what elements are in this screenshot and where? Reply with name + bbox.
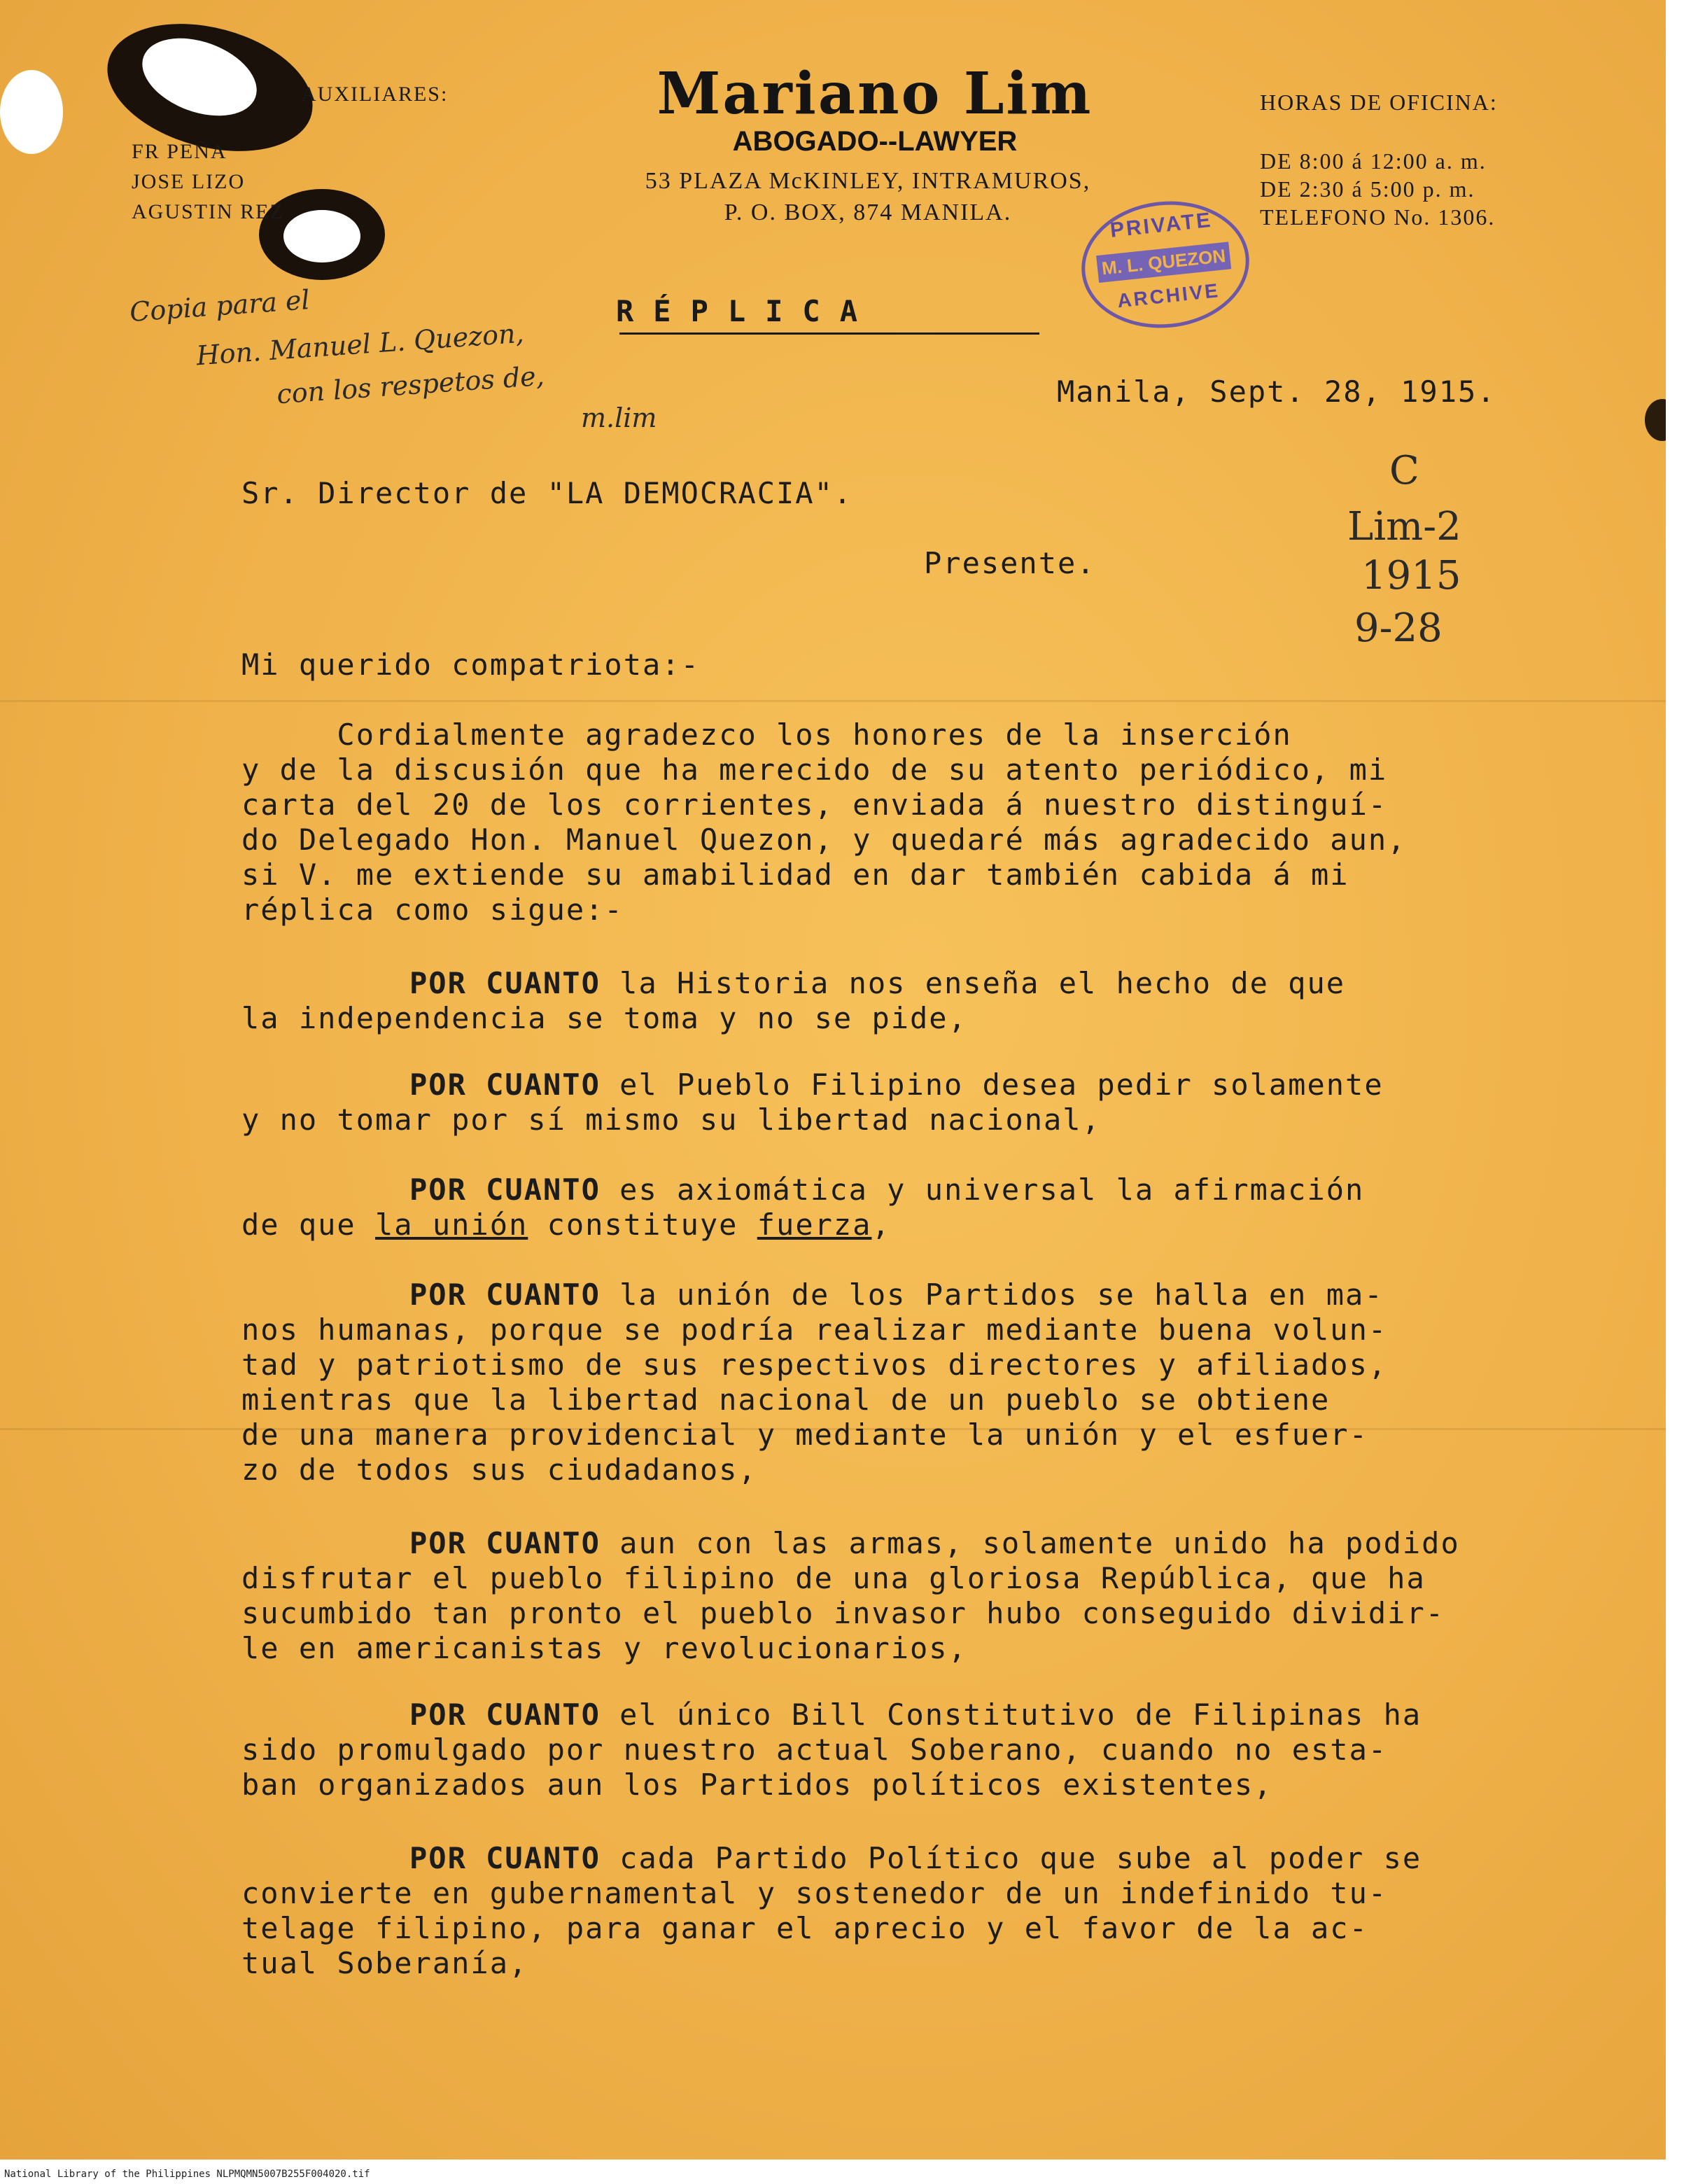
intro-line: carta del 20 de los corrientes, enviada á nuestro distinguí-	[241, 788, 1388, 822]
handwritten-file-note: 9-28	[1354, 606, 1443, 651]
auxiliary-name: AGUSTIN REZ	[132, 200, 284, 223]
clause-line: disfrutar el pueblo filipino de una gloriosa República, que ha	[241, 1561, 1426, 1595]
archive-footer: National Library of the Philippines NLPMQMN5007B255F004020.tif	[4, 2169, 370, 2180]
auxiliaries-heading: AUXILIARES:	[301, 83, 449, 106]
clause-text: ,	[871, 1208, 891, 1242]
clause-line	[241, 1208, 891, 1242]
clause-line: sido promulgado por nuestro actual Soberano, cuando no esta-	[241, 1732, 1388, 1767]
por-cuanto-label: POR CUANTO	[409, 1698, 601, 1732]
intro-line: y de la discusión que ha merecido de su atento periódico, mi	[241, 752, 1388, 787]
whereas-clause-6	[409, 1698, 1422, 1732]
title-underline	[619, 332, 1039, 335]
clause-line: le en americanistas y revolucionarios,	[241, 1631, 967, 1665]
clause-line: telage filipino, para ganar el aprecio y el favor de la ac-	[241, 1911, 1368, 1945]
whereas-clause-2	[409, 1068, 1384, 1102]
por-cuanto-label: POR CUANTO	[409, 966, 601, 1000]
intro-line: Cordialmente agradezco los honores de la inserción	[241, 718, 1292, 752]
whereas-clause-4	[409, 1278, 1384, 1312]
handwritten-dedication: con los respetos de,	[275, 360, 545, 410]
handwritten-file-note: 1915	[1361, 553, 1461, 598]
clause-text: constituye	[528, 1208, 757, 1242]
clause-line: mientras que la libertad nacional de un pueblo se obtiene	[241, 1382, 1331, 1417]
letter-title: RÉPLICA	[616, 294, 878, 328]
clause-text: aun con las armas, solamente unido ha podido	[600, 1526, 1460, 1560]
burn-mark	[1645, 399, 1666, 441]
handwritten-file-note: C	[1389, 448, 1419, 493]
letter-date: Manila, Sept. 28, 1915.	[1057, 374, 1496, 409]
whereas-clause-7	[409, 1841, 1422, 1875]
intro-line: do Delegado Hon. Manuel Quezon, y quedaré más agradecido aun,	[241, 822, 1407, 857]
stamp-top-text: PRIVATE	[1109, 208, 1214, 242]
fold-line	[0, 700, 1666, 702]
clause-line: nos humanas, porque se podría realizar mediante buena volun-	[241, 1312, 1388, 1347]
burn-mark	[0, 70, 63, 154]
presente-line: Presente.	[924, 546, 1096, 580]
stamp-middle-text: M. L. QUEZON	[1096, 241, 1231, 283]
addressee-line: Sr. Director de "LA DEMOCRACIA".	[241, 476, 853, 510]
intro-line: réplica como sigue:-	[241, 892, 624, 927]
handwritten-signature: m.lim	[581, 402, 657, 433]
clause-line: tual Soberanía,	[241, 1946, 528, 1980]
letterhead-name: Mariano Lim	[657, 60, 1093, 127]
office-hours-heading: HORAS DE OFICINA:	[1260, 90, 1498, 115]
clause-line: tad y patriotismo de sus respectivos directores y afiliados,	[241, 1348, 1388, 1382]
burn-mark	[283, 210, 360, 262]
clause-line: de una manera providencial y mediante la unión y el esfuer-	[241, 1418, 1368, 1452]
clause-line: ban organizados aun los Partidos políticos existentes,	[241, 1768, 1273, 1802]
telephone-line: TELEFONO No. 1306.	[1260, 204, 1496, 230]
stamp-bottom-text: ARCHIVE	[1116, 279, 1221, 312]
handwritten-file-note: Lim-2	[1347, 504, 1461, 550]
clause-line: y no tomar por sí mismo su libertad nacional,	[241, 1102, 1101, 1137]
intro-line: si V. me extiende su amabilidad en dar también cabida á mi	[241, 858, 1349, 892]
whereas-clause-3	[409, 1172, 1364, 1207]
por-cuanto-label: POR CUANTO	[409, 1278, 601, 1312]
clause-text: el Pueblo Filipino desea pedir solamente	[600, 1068, 1384, 1102]
letterhead-po-box: P. O. BOX, 874 MANILA.	[724, 200, 1012, 225]
clause-text: la unión de los Partidos se halla en ma-	[600, 1278, 1384, 1312]
clause-line: convierte en gubernamental y sostenedor de un indefinido tu-	[241, 1876, 1388, 1910]
clause-line: zo de todos sus ciudadanos,	[241, 1452, 757, 1487]
letterhead-address: 53 PLAZA McKINLEY, INTRAMUROS,	[645, 168, 1091, 194]
clause-line: sucumbido tan pronto el pueblo invasor hubo conseguido dividir-	[241, 1596, 1445, 1630]
underlined-phrase: la unión	[375, 1208, 528, 1242]
clause-text: el único Bill Constitutivo de Filipinas ha	[600, 1698, 1422, 1732]
office-hours-line: DE 8:00 á 12:00 a. m.	[1260, 148, 1487, 174]
por-cuanto-label: POR CUANTO	[409, 1172, 601, 1207]
whereas-clause-5	[409, 1526, 1460, 1560]
underlined-phrase: fuerza	[757, 1208, 872, 1242]
clause-text: es axiomática y universal la afirmación	[600, 1172, 1365, 1207]
salutation: Mi querido compatriota:-	[241, 648, 700, 682]
auxiliary-name: FR PEÑA	[132, 140, 227, 163]
letterhead-title: ABOGADO--LAWYER	[732, 126, 1018, 157]
clause-text: de que	[241, 1208, 376, 1242]
por-cuanto-label: POR CUANTO	[409, 1068, 601, 1102]
clause-text: cada Partido Político que sube al poder se	[600, 1841, 1422, 1875]
auxiliary-name: JOSE LIZO	[132, 170, 246, 193]
office-hours-line: DE 2:30 á 5:00 p. m.	[1260, 176, 1475, 202]
whereas-clause-1	[409, 966, 1345, 1000]
clause-text: la Historia nos enseña el hecho de que	[600, 966, 1346, 1000]
handwritten-dedication: Hon. Manuel L. Quezon,	[195, 317, 525, 372]
handwritten-dedication: Copia para el	[128, 284, 311, 328]
clause-line: la independencia se toma y no se pide,	[241, 1001, 967, 1035]
por-cuanto-label: POR CUANTO	[409, 1841, 601, 1875]
por-cuanto-label: POR CUANTO	[409, 1526, 601, 1560]
